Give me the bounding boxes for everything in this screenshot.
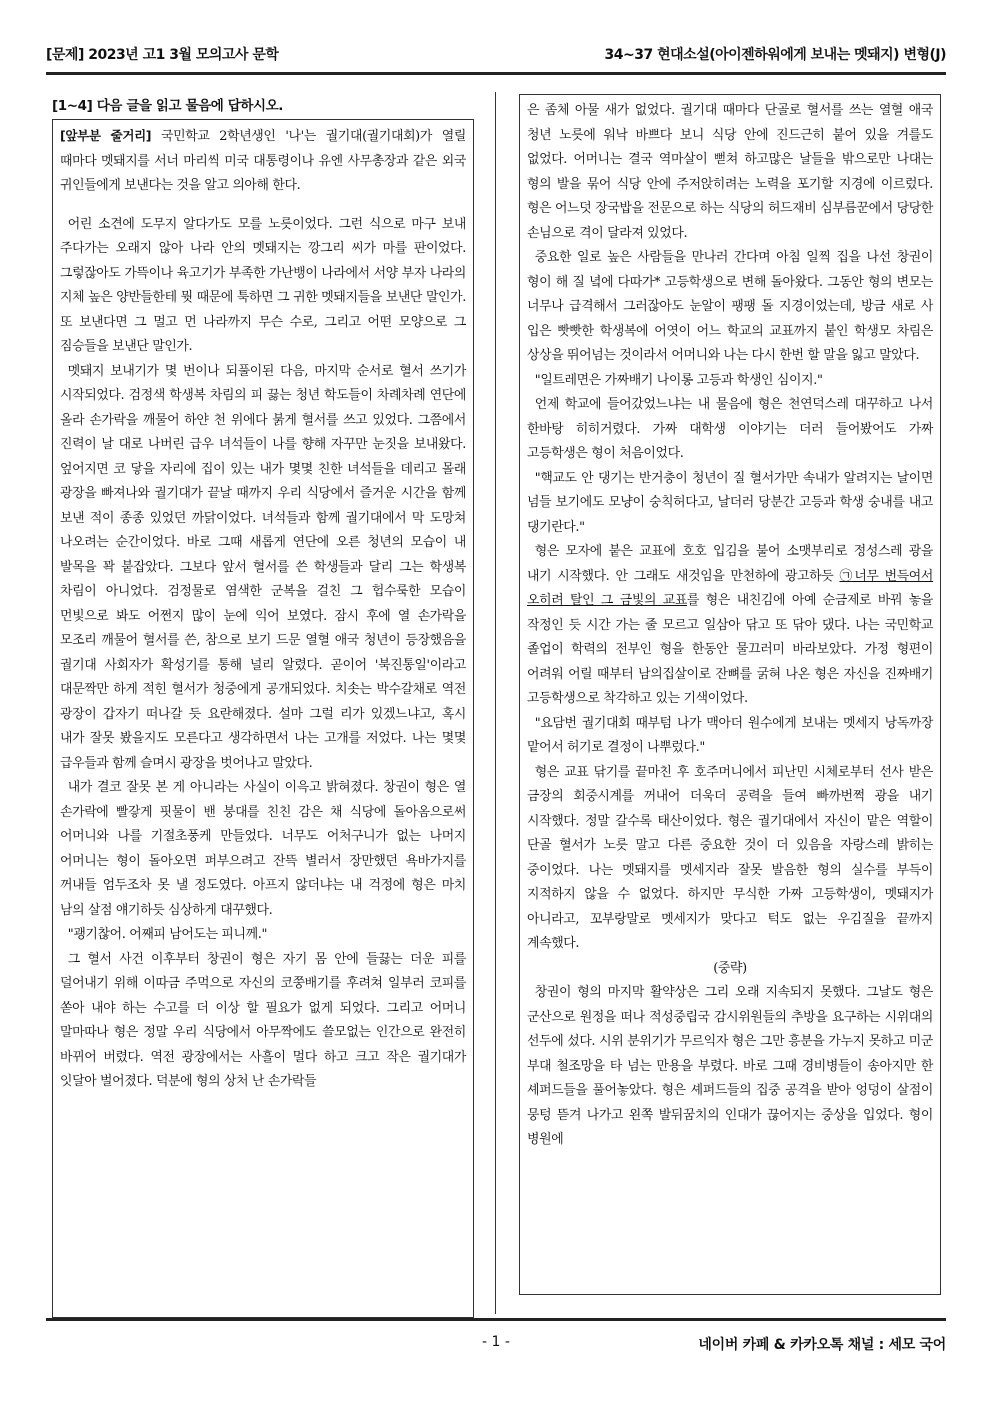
underlined-phrase-a: ㉠너무 번득여서 오히려 탈인 그 금빛의 교표: [527, 568, 934, 608]
passage-title: 34~37 현대소설(아이젠하워에게 보내는 멧돼지) 변형(J): [604, 47, 946, 63]
footer-brand: 네이버 카페 & 카카오톡 채널 : 세모 국어: [698, 1337, 946, 1353]
paragraph: 중요한 일로 높은 사람들을 만나러 간다며 아침 일찍 집을 나선 창권이 형이 해 질 녘에 다따가* 고등학생으로 변해 돌아왔다. 그동안 형의 변모는 너무나 급격해서 그러잖아도 눈알이 팽팽 돌 지경이었는데, 방금 새로 사 입은 빳빳한 학생복에 어엿이 어느 학교의 교표까지 붙인 학생모 차림은 상상을 뛰어넘는 것이라서 어머니와 나는 다시 한번 할 말을 잃고 말았다.: [527, 250, 933, 363]
passage-box-right: [519, 94, 941, 1295]
dialogue-line: "핵교도 안 댕기는 반거충이 청년이 질 혈서가만 속내가 알려지는 날이면 넘들 보기에도 모냥이 숭칙허다고, 날더러 당분간 고등과 학생 숭내를 내고 댕기란다.": [527, 470, 933, 535]
dialogue-line: "일트레면은 가짜배기 나이롱 고등과 학생인 심이지.": [534, 372, 823, 388]
page-header: [46, 44, 946, 66]
exam-title: [문제] 2023년 고1 3월 모의고사 문학: [46, 47, 279, 63]
paragraph-lead: 형은 모자에 붙은 교표에 호호 입김을 불어 소맷부리로 정성스레 광을 내기 시작했다. 안 그래도 새것임을 만천하에 광고하듯: [527, 544, 933, 584]
summary-tag: [앞부분 줄거리]: [60, 128, 152, 143]
plot-summary: [60, 124, 466, 213]
omission-marker: (중략): [713, 960, 747, 976]
page-number: - 1 -: [482, 1334, 510, 1350]
paragraph: 어린 소견에 도무지 알다가도 모를 노릇이었다. 그런 식으로 마구 보내 주다가는 오래지 않아 나라 안의 멧돼지는 깡그리 씨가 마를 판이었다. 그렇잖아도 가뜩이나 육고기가 부족한 가난뱅이 나라에서 서양 부자 나라의 지체 높은 양반들한테 뭣 때문에 툭하면 그 귀한 멧돼지들을 보낸단 말인가. 또 보낸다면 그 멀고 먼 나라까지 무슨 수로, 그리고 어떤 모양으로 그 짐승들을 보낸단 말인가.: [60, 216, 466, 354]
summary-text: 국민학교 2학년생인 '나'는 궐기대(궐기대회)가 열릴 때마다 멧돼지를 서너 마리씩 미국 대통령이나 유엔 사무총장과 같은 외국 귀인들에게 보낸다는 것을 알고 의아해 한다.: [60, 129, 466, 193]
paragraph: [527, 540, 933, 712]
paragraph: 멧돼지 보내기가 몇 번이나 되풀이된 다음, 마지막 순서로 혈서 쓰기가 시작되었다. 검정색 학생복 차림의 피 끓는 청년 학도들이 차례차례 연단에 올라 손가락을 깨물어 하얀 천 위에다 붉게 혈서를 쓰고 있었다. 그쯤에서 진력이 날 대로 나버린 급우 녀석들이 나를 향해 자꾸만 눈짓을 보내왔다. 엎어지면 코 닿을 자리에 집이 있는 내가 몇몇 친한 녀석들을 데리고 몰래 광장을 빠져나와 궐기대가 끝날 때까지 우리 식당에서 즐거운 시간을 함께 보낸 적이 종종 있었던 까닭이었다. 녀석들과 함께 궐기대에서 막 도망쳐 나오려는 순간이었다. 바로 그때 새롭게 연단에 오른 청년의 모습이 내 발목을 꽉 붙잡았다. 그보다 앞서 혈서를 쓴 학생들과 달리 그는 학생복 차림이 아니었다. 검정물로 염색한 군복을 걸친 그 헙수룩한 모습이 먼빛으로 봐도 어쩐지 많이 눈에 익어 보였다. 잠시 후에 열 손가락을 모조리 깨물어 혈서를 쓴, 참으로 보기 드문 열혈 애국 청년이 등장했음을 궐기대 사회자가 확성기를 통해 널리 알렸다. 곧이어 '북진통일'이라고 대문짝만 하게 적힌 혈서가 청중에게 공개되었다. 치솟는 박수갈채로 역전 광장이 갑자기 떠나갈 듯 요란해졌다. 설마 그럴 리가 있겠느냐고, 혹시 내가 잘못 봤을지도 모른다고 생각하면서 나는 고개를 저었다. 나는 몇몇 급우들과 함께 슬며시 광장을 벗어나고 말았다.: [60, 363, 466, 771]
dialogue-line: "요담번 궐기대회 때부텀 나가 맥아더 원수에게 보내는 멧세지 낭독까장 맡어서 허기로 결정이 나뿌렀다.": [527, 715, 933, 755]
passage-box-left: [52, 119, 474, 1318]
column-divider: [495, 92, 496, 1314]
paragraph: 형은 교표 닦기를 끝마친 후 호주머니에서 피난민 시체로부터 선사 받은 금장의 회중시계를 꺼내어 더욱더 공력을 들여 빠까번쩍 광을 내기 시작했다. 정말 갈수록 태산이었다. 형은 궐기대에서 자신이 맡은 역할이 단골 혈서가 노릇 말고 다른 중요한 것이 더 있음을 자랑스레 밝히는 중이었다. 나는 멧돼지를 멧세지라 잘못 발음한 형의 실수를 부득이 지적하지 않을 수 없었다. 하지만 무식한 가짜 고등학생이, 멧돼지가 아니라고, 꼬부랑말로 멧세지가 맞다고 턱도 없는 우김질을 끝까지 계속했다.: [527, 764, 933, 951]
paragraph: 은 좀체 아물 새가 없었다. 궐기대 때마다 단골로 혈서를 쓰는 열혈 애국 청년 노릇에 워낙 바쁘다 보니 식당 안에 진드근히 붙어 있을 겨를도 없었다. 어머니는 결국 역마살이 뻗쳐 하고많은 날들을 밖으로만 나대는 형의 발을 묶어 식당 안에 주저앉히려는 노력을 포기할 지경에 이르렀다. 형은 어느덧 장국밥을 전문으로 하는 식당의 허드재비 심부름꾼에서 당당한 손님으로 격이 달라져 있었다.: [527, 103, 933, 241]
paragraph: 내가 결코 잘못 본 게 아니라는 사실이 이윽고 밝혀졌다. 창권이 형은 열 손가락에 빨갛게 핏물이 밴 붕대를 친친 감은 채 식당에 돌아옴으로써 어머니와 나를 기절초풍케 만들었다. 너무도 어처구니가 없는 나머지 어머니는 형이 돌아오면 퍼부으려고 잔뜩 별러서 장만했던 욕바가지를 꺼내들 엄두조차 못 낼 정도였다. 아프지 않더냐는 내 걱정에 형은 마치 남의 살점 얘기하듯 심상하게 대꾸했다.: [60, 780, 466, 918]
top-rule: [46, 72, 946, 75]
page-footer: [46, 1334, 946, 1356]
paragraph: 언제 학교에 들어갔었느냐는 내 물음에 형은 천연덕스레 대꾸하고 나서 한바탕 히히거렸다. 가짜 대학생 이야기는 더러 들어봤어도 가짜 고등학생은 형이 처음이었다.: [527, 397, 933, 461]
paragraph-tail: 를 형은 내친김에 아예 순금제로 바꿔 놓을 작정인 듯 시간 가는 줄 모르고 일삼아 닦고 또 닦아 댔다. 나는 국민학교 졸업이 학력의 전부인 형을 한동안 물끄러미 바라보았다. 가정 형편이 어려워 어릴 때부터 남의집살이로 잔뼈를 굵혀 나온 형은 자신을 진짜배기 고등학생으로 착각하고 있는 기색이었다.: [527, 593, 933, 706]
paragraph: 창권이 형의 마지막 활약상은 그리 오래 지속되지 못했다. 그날도 형은 군산으로 원정을 떠나 적성중립국 감시위원들의 추방을 요구하는 시위대의 선두에 섰다. 시위 분위기가 무르익자 형은 그만 흥분을 가누지 못하고 미군 부대 철조망을 타 넘는 만용을 부렸다. 바로 그때 경비병들이 송아지만 한 셰퍼드들을 풀어놓았다. 형은 셰퍼드들의 집중 공격을 받아 엉덩이 살점이 뭉텅 뜯겨 나가고 왼쪽 발뒤꿈치의 인대가 끊어지는 중상을 입었다. 형이 병원에: [527, 985, 933, 1147]
bottom-rule: [46, 1318, 946, 1321]
paragraph: 그 혈서 사건 이후부터 창권이 형은 자기 몸 안에 들끓는 더운 피를 덜어내기 위해 이따금 주먹으로 자신의 코쭝배기를 후려쳐 일부러 코피를 쏟아 내야 하는 수고를 더 이상 할 필요가 없게 되었다. 그리고 어머니 말마따나 형은 정말 우리 식당에서 아무짝에도 쓸모없는 인간으로 완전히 바뀌어 버렸다. 역전 광장에서는 사흘이 멀다 하고 크고 작은 궐기대가 잇달아 벌어졌다. 덕분에 형의 상처 난 손가락들: [60, 951, 466, 1089]
question-instruction: [1~4] 다음 글을 읽고 물음에 답하시오.: [52, 98, 283, 114]
dialogue-line: "괭기찮어. 어째피 남어도는 피니께.": [67, 927, 268, 942]
